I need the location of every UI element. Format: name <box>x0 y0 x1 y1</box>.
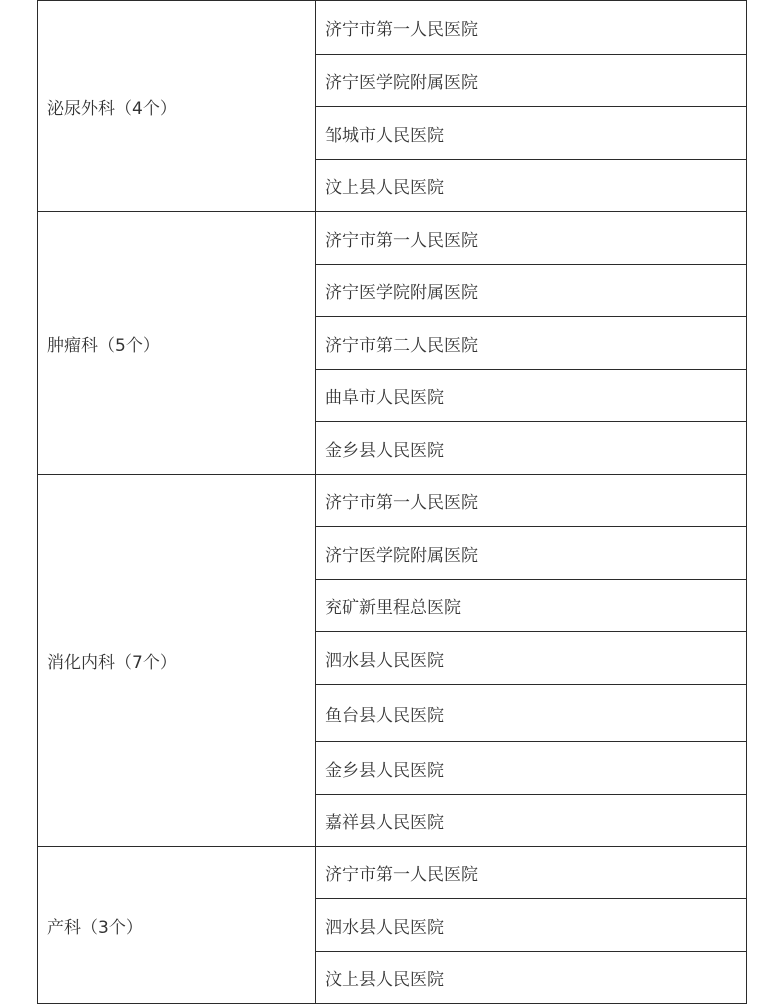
table-row <box>38 1 747 55</box>
department-cell: 消化内科（7个） <box>38 475 316 847</box>
hospital-cell: 嘉祥县人民医院 <box>316 795 747 847</box>
hospital-cell: 汶上县人民医院 <box>316 160 747 212</box>
table-row <box>38 475 747 527</box>
department-cell: 产科（3个） <box>38 847 316 1004</box>
hospital-cell: 济宁医学院附属医院 <box>316 55 747 107</box>
hospital-cell: 济宁市第一人民医院 <box>316 212 747 265</box>
hospital-cell: 金乡县人民医院 <box>316 422 747 475</box>
table-body <box>38 1 747 1004</box>
hospital-cell: 金乡县人民医院 <box>316 742 747 795</box>
table-row <box>38 212 747 265</box>
hospital-cell: 泗水县人民医院 <box>316 632 747 685</box>
hospital-cell: 济宁市第一人民医院 <box>316 1 747 55</box>
hospital-cell: 兖矿新里程总医院 <box>316 580 747 632</box>
hospital-cell: 济宁市第二人民医院 <box>316 317 747 370</box>
hospital-cell: 济宁市第一人民医院 <box>316 847 747 899</box>
department-hospital-table <box>37 0 747 1004</box>
hospital-cell: 汶上县人民医院 <box>316 952 747 1004</box>
hospital-cell: 济宁医学院附属医院 <box>316 265 747 317</box>
hospital-cell: 邹城市人民医院 <box>316 107 747 160</box>
table-row <box>38 847 747 899</box>
department-cell: 肿瘤科（5个） <box>38 212 316 475</box>
department-cell: 泌尿外科（4个） <box>38 1 316 212</box>
hospital-cell: 济宁医学院附属医院 <box>316 527 747 580</box>
hospital-cell: 鱼台县人民医院 <box>316 685 747 742</box>
hospital-cell: 曲阜市人民医院 <box>316 370 747 422</box>
hospital-cell: 泗水县人民医院 <box>316 899 747 952</box>
hospital-cell: 济宁市第一人民医院 <box>316 475 747 527</box>
